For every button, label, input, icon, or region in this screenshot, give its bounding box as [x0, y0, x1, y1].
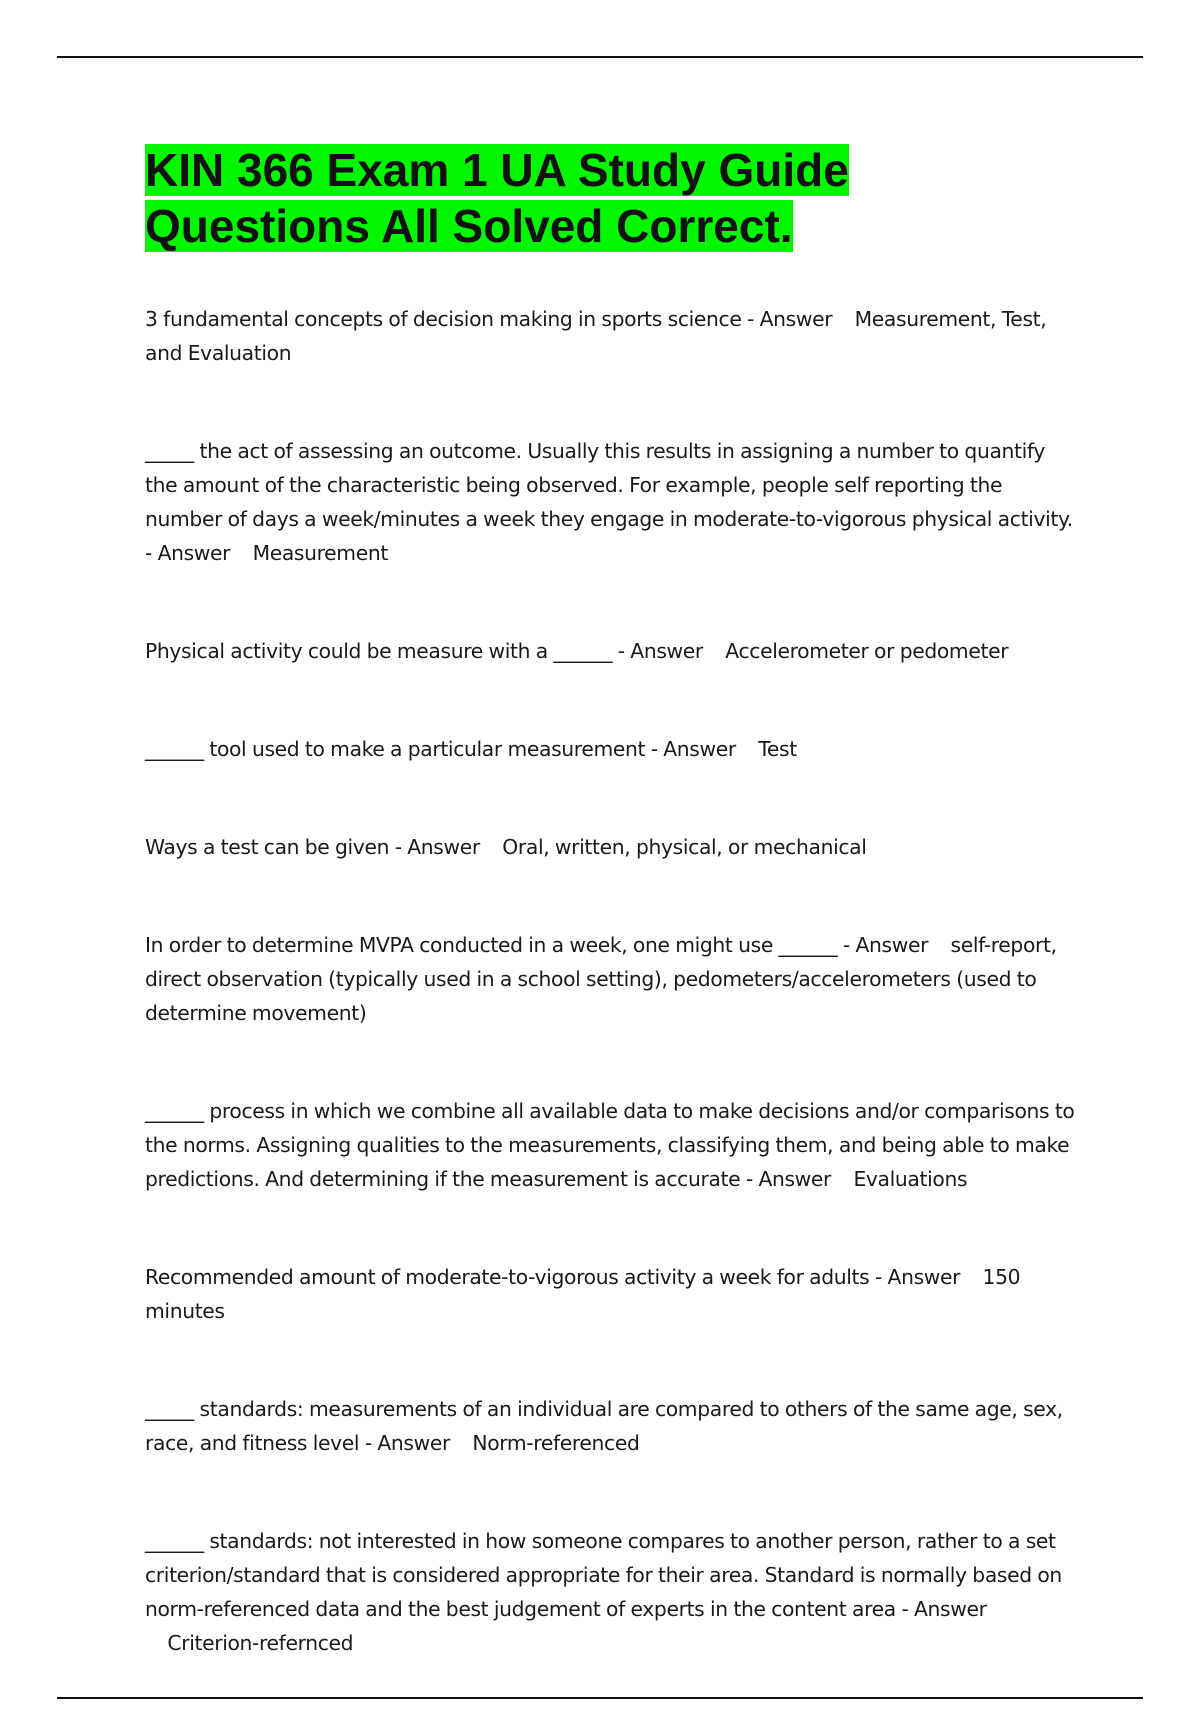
answer-text: Norm-referenced: [472, 1431, 640, 1455]
answer-marker: - Answer: [874, 1265, 961, 1289]
answer-marker: - Answer: [145, 541, 231, 565]
answer-marker: - Answer: [745, 1167, 832, 1191]
answer-marker: - Answer: [842, 933, 929, 957]
answer-text: Accelerometer or pedometer: [725, 639, 1009, 663]
question-text: Ways a test can be given: [145, 835, 390, 859]
answer-text: self-report, direct observation (typically used in a school setting), pedometers/accelerometers (used to determine movement): [145, 933, 1057, 1025]
qa-item: [145, 434, 1080, 570]
qa-item: [145, 1392, 1080, 1460]
qa-item: [145, 1524, 1080, 1660]
qa-item: [145, 732, 1080, 766]
qa-item: [145, 1260, 1080, 1328]
qa-item: [145, 302, 1080, 370]
document-title: [145, 142, 1075, 254]
qa-item: [145, 928, 1080, 1030]
question-text: In order to determine MVPA conducted in a week, one might use ______: [145, 933, 838, 957]
answer-text: Criterion-refernced: [167, 1631, 354, 1655]
qa-item: [145, 830, 1080, 864]
answer-text: Test: [758, 737, 797, 761]
answer-text: Measurement, Test, and Evaluation: [145, 307, 1047, 365]
answer-text: 150 minutes: [145, 1265, 1021, 1323]
answer-text: Evaluations: [853, 1167, 968, 1191]
answer-marker: - Answer: [364, 1431, 450, 1455]
question-text: ______ process in which we combine all available data to make decisions and/or comparisons to the norms. Assigning qualities to the measurements, classifying them, and being able to make predictions. And determining if the measurement is accurate: [145, 1099, 1075, 1191]
question-text: _____ standards: measurements of an individual are compared to others of the same age, sex, race, and fitness level: [145, 1397, 1063, 1455]
answer-text: Measurement: [252, 541, 388, 565]
question-text: _____ the act of assessing an outcome. Usually this results in assigning a number to quantify the amount of the characteristic being observed. For example, people self reporting the number of days a week/minutes a week they engage in moderate-to-vigorous physical activity.: [145, 439, 1073, 531]
bottom-rule: [57, 1697, 1143, 1699]
answer-marker: - Answer: [901, 1597, 987, 1621]
title-line-1: KIN 366 Exam 1 UA Study Guide: [145, 144, 849, 196]
question-text: ______ standards: not interested in how someone compares to another person, rather to a set criterion/standard that is considered appropriate for their area. Standard is normally based on norm-referenced data and the best judgement of experts in the content area: [145, 1529, 1062, 1621]
answer-marker: - Answer: [650, 737, 736, 761]
top-rule: [57, 56, 1143, 58]
qa-item: [145, 1094, 1080, 1196]
answer-marker: - Answer: [747, 307, 833, 331]
answer-text: Oral, written, physical, or mechanical: [502, 835, 867, 859]
answer-marker: - Answer: [394, 835, 480, 859]
qa-item: [145, 634, 1080, 668]
question-text: Recommended amount of moderate-to-vigorous activity a week for adults: [145, 1265, 870, 1289]
title-line-2: Questions All Solved Correct.: [145, 200, 793, 252]
question-text: Physical activity could be measure with a ______: [145, 639, 613, 663]
question-text: 3 fundamental concepts of decision making in sports science: [145, 307, 742, 331]
question-text: ______ tool used to make a particular measurement: [145, 737, 646, 761]
qa-list: [145, 302, 1080, 1724]
answer-marker: - Answer: [617, 639, 703, 663]
